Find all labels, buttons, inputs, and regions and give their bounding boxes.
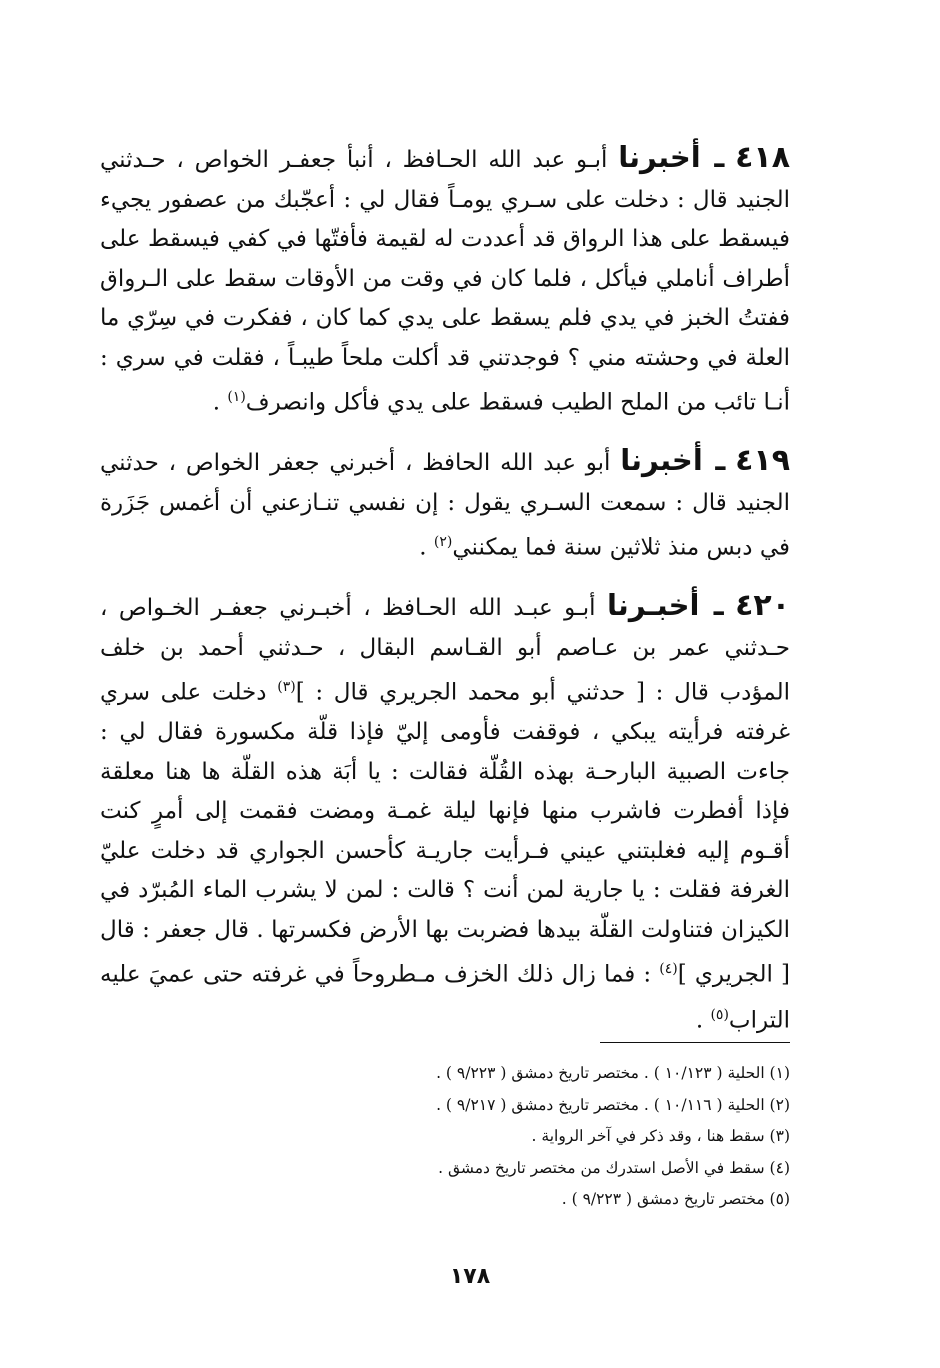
- entry-tail: .: [212, 389, 228, 416]
- entry-text-continued: دخلت على سري غرفته فرأيته يبكي ، فوقفت فأومى إليّ فإذا قلّة مكسورة فقال لي : جاءت الصبية البارحـة بهذه القُلّة فقالت : يا أبَة هذه القلّة ها هنا معلقة فإذا أفطرت فاشرب منها فإنها ليلة غمـة ومضت فقمت إلى أمرٍ كنت أقـوم إليه فغلبتني عيني فـرأيت جاريـة كأحسن الجواري قد دخلت عليّ الغرفة فقلت : يا جارية لمن أنت ؟ قالت : لمن لا يشرب الماء المُبرّد في الكيزان فتناولت القلّة بيدها فضربت بها الأرض فكسرتها . قال جعفر : قال [ الجريري ]: [100, 679, 790, 989]
- entry-418: [100, 138, 790, 423]
- footnote-ref: (١): [227, 389, 246, 405]
- main-text: [100, 138, 790, 1059]
- entry-text: أبـو عبد الله الحـافظ ، أنبأ جعفـر الخواص ، حـدثني الجنيد قال : دخلت على سـري يومـاً فقال لي : أعجّبك من عصفور يجيء فيسقط على هذا الرواق قد أعددت له لقيمة فأفتّها في كفي فيسقط على أطراف أناملي فيأكل ، فلما كان في وقت من الأوقات سقط على الـرواق ففتتُ الخبز في يدي فلم يسقط على يدي كما كان ، ففكرت في سِرّي ما العلة في وحشته مني ؟ فوجدتني قد أكلت ملحاً طيبـاً ، فقلت في سري : أنـا تائب من الملح الطيب فسقط على يدي فأكل وانصرف: [100, 147, 790, 416]
- footnote-3: (٣) سقط هنا ، وقد ذكر في آخر الرواية .: [531, 1127, 790, 1145]
- footnote-4: (٤) سقط في الأصل استدرك من مختصر تاريخ دمشق .: [438, 1158, 790, 1177]
- entry-lead: ـ أخبـرنا: [607, 588, 724, 623]
- entry-number: ٤١٩: [735, 443, 791, 479]
- entry-lead: ـ أخبرنا: [618, 140, 725, 174]
- footnotes: [300, 1058, 790, 1216]
- footnote-ref: (٢): [433, 534, 453, 551]
- entry-text: أبـو عبـد الله الحـافظ ، أخبـرني جعفـر الخـواص ، حـدثني عمر بن عـاصم أبو القـاسم البقال ، حـدثني أحمد بن خلف المؤدب قال : [ حدثني أبو محمد الجريري قال : ]: [100, 595, 790, 706]
- footnote-ref: (٥): [710, 1006, 729, 1023]
- entry-lead: ـ أخبرنا: [620, 443, 726, 478]
- entry-419: [100, 441, 790, 568]
- footnote-1: (١) الحلية ( ١٠/١٢٣ ) . مختصر تاريخ دمشق ( ٩/٢٢٣ ) .: [436, 1064, 790, 1082]
- entry-text-end: : فما زال ذلك الخزف مـطروحاً في غرفته حتى عميَ عليه التراب: [100, 962, 790, 1034]
- footnote-5: (٥) مختصر تاريخ دمشق ( ٩/٢٢٣ ) .: [561, 1190, 790, 1208]
- footnote-ref: (٣): [277, 679, 296, 696]
- entry-tail: .: [695, 1007, 711, 1034]
- page-number: ١٧٨: [449, 1264, 491, 1289]
- footnote-divider: [600, 1042, 790, 1043]
- entry-tail: .: [419, 534, 434, 561]
- entry-number: ٤٢٠: [735, 588, 791, 624]
- entry-420: [100, 586, 790, 1040]
- footnote-ref: (٤): [659, 961, 678, 978]
- entry-number: ٤١٨: [735, 140, 791, 175]
- entry-text: أبو عبد الله الحافظ ، أخبرني جعفر الخواص ، حدثني الجنيد قال : سمعت السـري يقول : إن نفسي تنـازعني أن أغمس جَزَرة في دبس منذ ثلاثين سنة فما يمكنني: [100, 450, 790, 561]
- footnote-2: (٢) الحلية ( ١٠/١١٦ ) . مختصر تاريخ دمشق ( ٩/٢١٧ ) .: [436, 1095, 790, 1114]
